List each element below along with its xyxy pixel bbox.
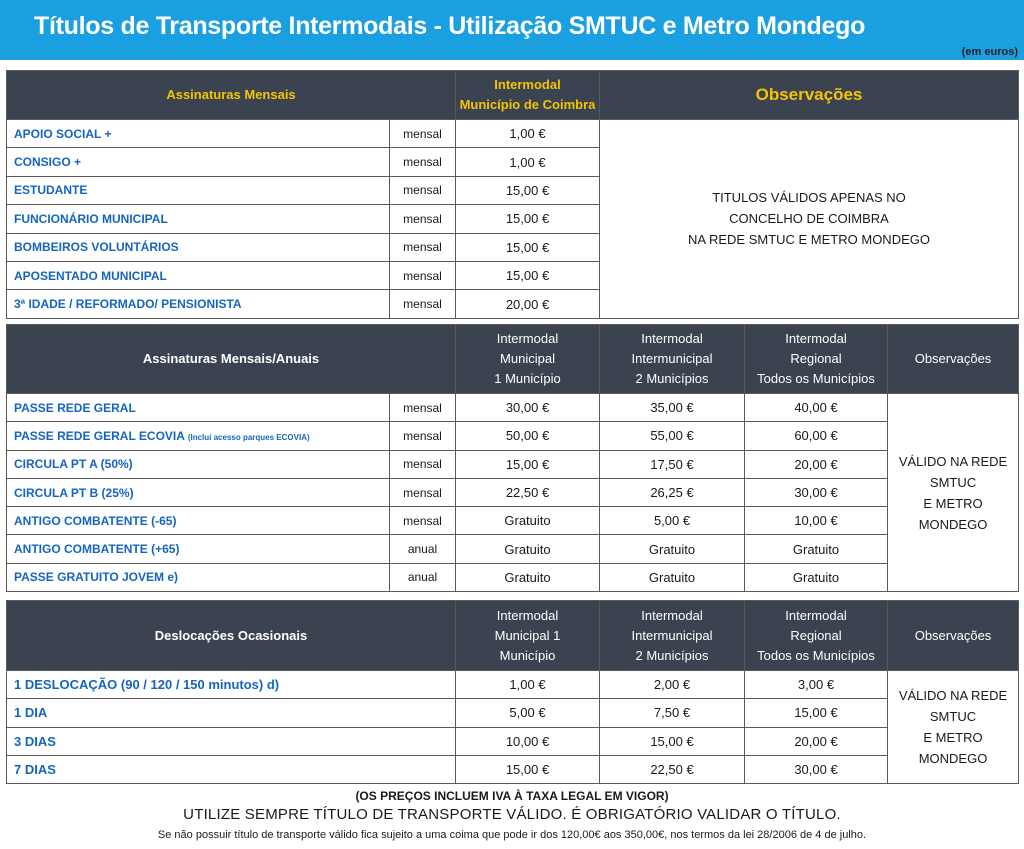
price-municipal: 10,00 € [456, 727, 600, 755]
ticket-name: ESTUDANTE [7, 176, 390, 204]
table-row [7, 671, 1019, 699]
price-intermunicipal: 35,00 € [600, 394, 745, 422]
price-intermunicipal: 26,25 € [600, 478, 745, 506]
column-header-subscription: Assinaturas Mensais [7, 71, 456, 120]
occasional-trips-table [6, 600, 1019, 784]
price-regional: 30,00 € [745, 755, 888, 783]
price-intermunicipal: 7,50 € [600, 699, 745, 727]
price-municipal: 5,00 € [456, 699, 600, 727]
table-row [7, 563, 1019, 591]
ticket-frequency: mensal [390, 233, 456, 261]
price-municipal: 1,00 € [456, 671, 600, 699]
price-regional: 3,00 € [745, 671, 888, 699]
price-municipal: Gratuito [456, 507, 600, 535]
price-regional: 60,00 € [745, 422, 888, 450]
trip-name: 3 DIAS [7, 727, 456, 755]
currency-units-note: (em euros) [961, 46, 1018, 58]
ticket-frequency: mensal [390, 450, 456, 478]
ticket-name: ANTIGO COMBATENTE (-65) [7, 507, 390, 535]
observations-cell: TITULOS VÁLIDOS APENAS NO CONCELHO DE COIMBRA NA REDE SMTUC E METRO MONDEGO [600, 120, 1019, 319]
ticket-name: CIRCULA PT A (50%) [7, 450, 390, 478]
ticket-frequency: mensal [390, 176, 456, 204]
ticket-frequency: mensal [390, 148, 456, 176]
table-row [7, 699, 1019, 727]
price-intermunicipal: 17,50 € [600, 450, 745, 478]
ticket-name: APOIO SOCIAL + [7, 120, 390, 148]
column-header-intermunicipal: Intermodal Intermunicipal 2 Municípios [600, 601, 745, 671]
trip-name: 1 DIA [7, 699, 456, 727]
ticket-frequency: anual [390, 535, 456, 563]
monthly-subscriptions-table [6, 70, 1019, 319]
column-header-trip-type: Deslocações Ocasionais [7, 601, 456, 671]
ticket-frequency: mensal [390, 261, 456, 289]
price-municipal: Gratuito [456, 535, 600, 563]
table-header-row [7, 601, 1019, 671]
ticket-name: CIRCULA PT B (25%) [7, 478, 390, 506]
price-regional: 20,00 € [745, 450, 888, 478]
ticket-price: 15,00 € [456, 205, 600, 233]
page-title: Títulos de Transporte Intermodais - Utilização SMTUC e Metro Mondego [34, 12, 866, 40]
column-header-intermunicipal: Intermodal Intermunicipal 2 Municípios [600, 325, 745, 394]
fine-notice: Se não possuir título de transporte válido fica sujeito a uma coima que pode ir dos 120,00€ aos 350,00€, nos termos da lei 28/2006 de 4 de julho. [157, 829, 867, 841]
price-intermunicipal: 5,00 € [600, 507, 745, 535]
observations-cell: VÁLIDO NA REDE SMTUC E METRO MONDEGO [888, 671, 1019, 784]
ticket-price: 15,00 € [456, 176, 600, 204]
table-row [7, 755, 1019, 783]
ticket-frequency: mensal [390, 205, 456, 233]
price-regional: 10,00 € [745, 507, 888, 535]
price-intermunicipal: 55,00 € [600, 422, 745, 450]
ticket-name: CONSIGO + [7, 148, 390, 176]
price-regional: 15,00 € [745, 699, 888, 727]
ticket-frequency: mensal [390, 120, 456, 148]
price-municipal: 30,00 € [456, 394, 600, 422]
column-header-observations: Observações [888, 325, 1019, 394]
table-header-row [7, 325, 1019, 394]
ticket-frequency: mensal [390, 478, 456, 506]
price-regional: 40,00 € [745, 394, 888, 422]
ticket-name: 3ª IDADE / REFORMADO/ PENSIONISTA [7, 290, 390, 318]
column-header-regional: Intermodal Regional Todos os Municípios [745, 601, 888, 671]
ticket-price: 1,00 € [456, 148, 600, 176]
price-intermunicipal: 2,00 € [600, 671, 745, 699]
ticket-name: PASSE REDE GERAL [7, 394, 390, 422]
ticket-price: 1,00 € [456, 120, 600, 148]
table-row [7, 450, 1019, 478]
price-intermunicipal: Gratuito [600, 535, 745, 563]
price-regional: Gratuito [745, 563, 888, 591]
table-row [7, 120, 1019, 148]
table-row [7, 394, 1019, 422]
column-header-intermodal-coimbra: Intermodal Município de Coimbra [456, 71, 600, 120]
price-regional: 20,00 € [745, 727, 888, 755]
ticket-price: 15,00 € [456, 261, 600, 289]
table-row [7, 507, 1019, 535]
ticket-name: FUNCIONÁRIO MUNICIPAL [7, 205, 390, 233]
column-header-municipal: Intermodal Municipal 1 Município [456, 325, 600, 394]
price-municipal: 22,50 € [456, 478, 600, 506]
table-row [7, 535, 1019, 563]
ticket-name: APOSENTADO MUNICIPAL [7, 261, 390, 289]
trip-name: 7 DIAS [7, 755, 456, 783]
ticket-name: ANTIGO COMBATENTE (+65) [7, 535, 390, 563]
ticket-frequency: mensal [390, 507, 456, 535]
price-regional: 30,00 € [745, 478, 888, 506]
ticket-frequency: mensal [390, 422, 456, 450]
price-municipal: 50,00 € [456, 422, 600, 450]
ticket-frequency: anual [390, 563, 456, 591]
column-header-observations: Observações [888, 601, 1019, 671]
ticket-frequency: mensal [390, 394, 456, 422]
ticket-name: PASSE GRATUITO JOVEM e) [7, 563, 390, 591]
price-intermunicipal: 22,50 € [600, 755, 745, 783]
iva-note: (OS PREÇOS INCLUEM IVA À TAXA LEGAL EM VIGOR) [355, 789, 669, 803]
column-header-municipal: Intermodal Municipal 1 Município [456, 601, 600, 671]
ticket-price: 15,00 € [456, 233, 600, 261]
table-header-row [7, 71, 1019, 120]
title-bar [0, 0, 1024, 60]
ticket-price: 20,00 € [456, 290, 600, 318]
price-intermunicipal: Gratuito [600, 563, 745, 591]
observations-cell: VÁLIDO NA REDE SMTUC E METRO MONDEGO [888, 394, 1019, 592]
price-intermunicipal: 15,00 € [600, 727, 745, 755]
ticket-frequency: mensal [390, 290, 456, 318]
price-municipal: Gratuito [456, 563, 600, 591]
table-row [7, 422, 1019, 450]
ticket-name: BOMBEIROS VOLUNTÁRIOS [7, 233, 390, 261]
table-row [7, 727, 1019, 755]
price-municipal: 15,00 € [456, 450, 600, 478]
price-regional: Gratuito [745, 535, 888, 563]
trip-name: 1 DESLOCAÇÃO (90 / 120 / 150 minutos) d) [7, 671, 456, 699]
column-header-observations: Observações [600, 71, 1019, 120]
table-row [7, 478, 1019, 506]
column-header-regional: Intermodal Regional Todos os Municípios [745, 325, 888, 394]
ticket-name: PASSE REDE GERAL ECOVIA (Incluí acesso parques ECOVIA) [7, 422, 390, 450]
monthly-annual-subscriptions-table [6, 324, 1019, 592]
column-header-subscription: Assinaturas Mensais/Anuais [7, 325, 456, 394]
price-municipal: 15,00 € [456, 755, 600, 783]
validation-warning: UTILIZE SEMPRE TÍTULO DE TRANSPORTE VÁLIDO. É OBRIGATÓRIO VALIDAR O TÍTULO. [183, 806, 841, 823]
